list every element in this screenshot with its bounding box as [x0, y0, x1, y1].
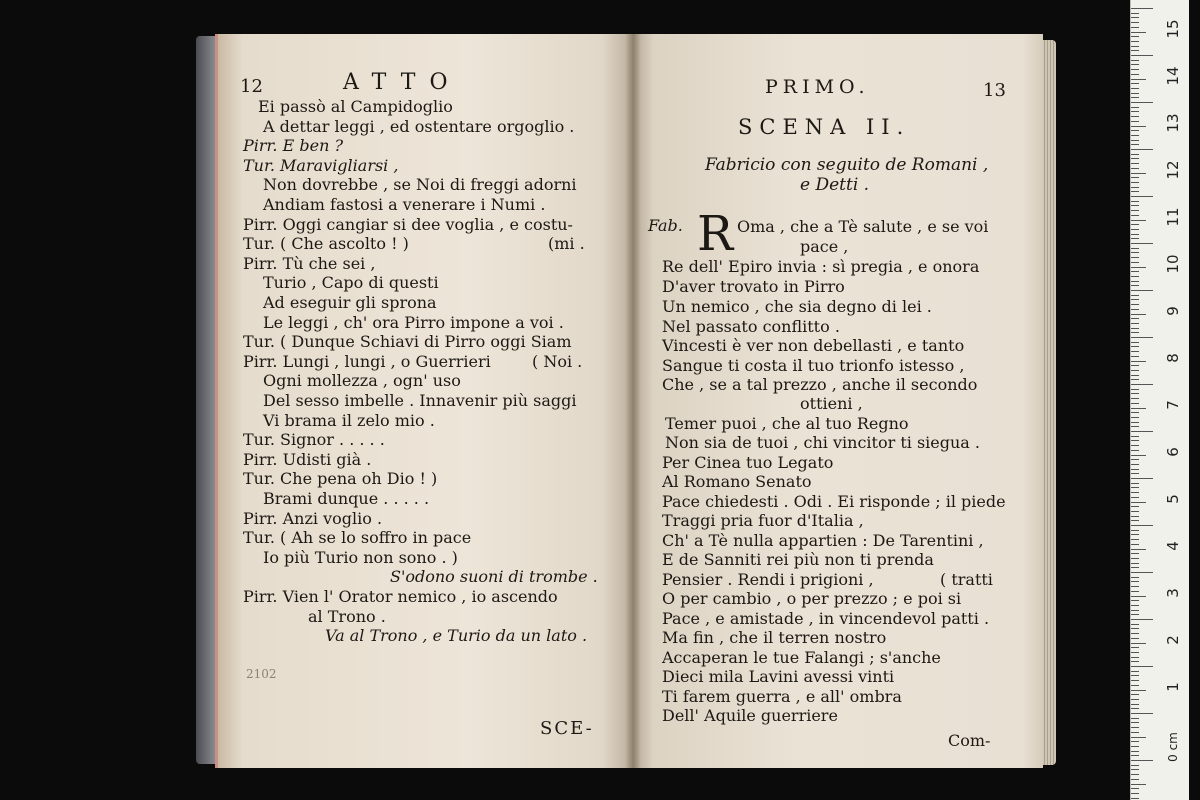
text-line: ( Noi . — [532, 352, 583, 371]
text-line: Pensier . Rendi i prigioni , — [662, 570, 874, 589]
ruler-tick — [1131, 718, 1139, 719]
ruler-tick — [1131, 539, 1139, 540]
ruler-tick — [1131, 83, 1139, 84]
ruler-tick — [1131, 74, 1139, 75]
ruler-tick — [1131, 440, 1139, 441]
ruler-number: 4 — [1164, 541, 1182, 551]
ruler-tick — [1131, 619, 1153, 620]
ruler-tick — [1131, 187, 1139, 188]
ruler-tick — [1131, 431, 1153, 432]
drop-cap: R — [697, 206, 734, 262]
right-catchword: Com- — [948, 731, 991, 750]
ruler-number: 15 — [1164, 19, 1182, 39]
ruler-tick — [1131, 220, 1146, 221]
text-line: Dell' Aquile guerriere — [662, 706, 838, 725]
ruler-tick — [1131, 614, 1139, 615]
text-line: Vi brama il zelo mio . — [263, 411, 435, 430]
ruler-tick — [1131, 422, 1139, 423]
text-line: Pirr. Tù che sei , — [243, 254, 376, 273]
text-line: A dettar leggi , ed ostentare orgoglio . — [263, 117, 575, 136]
ruler-tick — [1131, 661, 1139, 662]
ruler-tick — [1131, 234, 1139, 235]
ruler-tick — [1131, 182, 1139, 183]
ruler-tick — [1131, 126, 1146, 127]
ruler-number: 14 — [1164, 66, 1182, 86]
ruler-tick — [1131, 633, 1139, 634]
ruler-tick — [1131, 285, 1139, 286]
ruler-tick — [1131, 46, 1139, 47]
ruler-tick — [1131, 55, 1153, 56]
ruler-tick — [1131, 158, 1139, 159]
text-line: Pace , e amistade , in vincendevol patti . — [662, 609, 990, 628]
text-line: Pirr. Oggi cangiar si dee voglia , e costu- — [243, 215, 573, 234]
ruler-tick — [1131, 755, 1139, 756]
ruler-tick — [1131, 224, 1139, 225]
ruler-tick — [1131, 243, 1153, 244]
ruler-tick — [1131, 205, 1139, 206]
text-line: Sangue ti costa il tuo trionfo istesso , — [662, 356, 965, 375]
ruler-tick — [1131, 177, 1139, 178]
ruler-tick — [1131, 478, 1153, 479]
ruler-tick — [1131, 267, 1146, 268]
ruler-tick — [1131, 666, 1153, 667]
ruler-tick — [1131, 572, 1153, 573]
ruler-tick — [1131, 591, 1139, 592]
text-line: Pirr. Udisti già . — [243, 450, 372, 469]
ruler-tick — [1131, 581, 1139, 582]
ruler-tick — [1131, 276, 1139, 277]
text-line: Non dovrebbe , se Noi di freggi adorni — [263, 175, 577, 194]
ruler-tick — [1131, 699, 1139, 700]
ruler-tick — [1131, 191, 1139, 192]
ruler-tick — [1131, 144, 1139, 145]
ruler-tick — [1131, 694, 1139, 695]
text-line: Accaperan le tue Falangi ; s'anche — [662, 648, 941, 667]
ruler-tick — [1131, 426, 1139, 427]
text-line: Ma fin , che il terren nostro — [662, 628, 887, 647]
ruler-tick — [1131, 398, 1139, 399]
ruler-tick — [1131, 60, 1139, 61]
ruler-tick — [1131, 600, 1139, 601]
text-line: Un nemico , che sia degno di lei . — [662, 297, 932, 316]
text-line: Le leggi , ch' ora Pirro impone a voi . — [263, 313, 564, 332]
ruler-tick — [1131, 506, 1139, 507]
text-line: Tur. Che pena oh Dio ! ) — [243, 469, 438, 488]
ruler-tick — [1131, 487, 1139, 488]
ruler-tick — [1131, 107, 1139, 108]
ruler-tick — [1131, 520, 1139, 521]
ruler-tick — [1131, 680, 1139, 681]
text-line: Oma , che a Tè salute , e se voi — [737, 217, 989, 236]
ruler-tick — [1131, 628, 1139, 629]
ruler-tick — [1131, 502, 1146, 503]
ruler-tick — [1131, 751, 1139, 752]
ruler-tick — [1131, 64, 1139, 65]
ruler-tick — [1131, 229, 1139, 230]
stage-direction: e Detti . — [800, 175, 870, 195]
ruler-tick — [1131, 727, 1139, 728]
ruler-tick — [1131, 238, 1139, 239]
ruler-tick — [1131, 149, 1153, 150]
ruler-tick — [1131, 116, 1139, 117]
ruler-tick — [1131, 361, 1146, 362]
text-line: Re dell' Epiro invia : sì pregia , e onora — [662, 257, 980, 276]
ruler-tick — [1131, 647, 1139, 648]
ruler-tick — [1131, 737, 1146, 738]
ruler-number: 13 — [1164, 113, 1182, 133]
ruler-tick — [1131, 379, 1139, 380]
ruler-tick — [1131, 445, 1139, 446]
ruler-tick — [1131, 459, 1139, 460]
ruler-number: 7 — [1164, 400, 1182, 410]
ruler-tick — [1131, 455, 1146, 456]
right-page-header: PRIMO. — [765, 76, 870, 98]
ruler-tick — [1131, 436, 1139, 437]
ruler-number: 11 — [1164, 207, 1182, 227]
ruler-tick — [1131, 135, 1139, 136]
ruler-tick — [1131, 375, 1139, 376]
stage-direction: S'odono suoni di trombe . — [390, 567, 598, 586]
ruler-tick — [1131, 102, 1153, 103]
text-line: O per cambio , o per prezzo ; e poi si — [662, 589, 962, 608]
ruler-tick — [1131, 765, 1139, 766]
text-line: Tur. ( Dunque Schiavi di Pirro oggi Siam — [243, 332, 572, 351]
ruler-tick — [1131, 342, 1139, 343]
book-gutter — [625, 34, 641, 768]
ruler-tick — [1131, 638, 1139, 639]
text-line: ( tratti — [940, 570, 993, 589]
ruler-tick — [1131, 210, 1139, 211]
text-line: Che , se a tal prezzo , anche il secondo — [662, 375, 978, 394]
ruler-tick — [1131, 290, 1153, 291]
ruler-tick — [1131, 196, 1153, 197]
ruler-tick — [1131, 346, 1139, 347]
ruler-tick — [1131, 88, 1139, 89]
text-line: D'aver trovato in Pirro — [662, 277, 845, 296]
ruler-tick — [1131, 332, 1139, 333]
ruler-tick — [1131, 732, 1139, 733]
ruler-tick — [1131, 530, 1139, 531]
ruler-tick — [1131, 774, 1139, 775]
text-line: Pirr. Vien l' Orator nemico , io ascendo — [243, 587, 558, 606]
ruler-number: 8 — [1164, 353, 1182, 363]
ruler-tick — [1131, 370, 1139, 371]
ruler-tick — [1131, 483, 1139, 484]
ruler-number: 3 — [1164, 588, 1182, 598]
text-line: Traggi pria fuor d'Italia , — [662, 511, 864, 530]
ruler-tick — [1131, 534, 1139, 535]
ruler-tick — [1131, 586, 1139, 587]
ruler-tick — [1131, 610, 1139, 611]
ruler-tick — [1131, 337, 1153, 338]
text-line: Non sia de tuoi , chi vincitor ti siegua . — [665, 433, 981, 452]
ruler-tick — [1131, 605, 1139, 606]
ruler-tick — [1131, 779, 1139, 780]
text-line: Pirr. E ben ? — [243, 136, 344, 155]
ruler-tick — [1131, 685, 1139, 686]
ruler-tick — [1131, 525, 1153, 526]
ruler-tick — [1131, 596, 1146, 597]
faint-stamp: 2102 — [246, 667, 277, 681]
ruler-tick — [1131, 393, 1139, 394]
ruler-tick — [1131, 704, 1139, 705]
ruler-tick — [1131, 281, 1139, 282]
text-line: Brami dunque . . . . . — [263, 489, 430, 508]
ruler-tick — [1131, 201, 1139, 202]
text-line: Del sesso imbelle . Innavenir più saggi — [263, 391, 577, 410]
ruler-tick — [1131, 784, 1146, 785]
ruler-tick — [1131, 295, 1139, 296]
text-line: Tur. Signor . . . . . — [243, 430, 385, 449]
ruler-tick — [1131, 304, 1139, 305]
text-line: Per Cinea tuo Legato — [662, 453, 834, 472]
text-line: al Trono . — [308, 607, 386, 626]
ruler-tick — [1131, 93, 1139, 94]
ruler-tick — [1131, 788, 1139, 789]
ruler-tick — [1131, 8, 1153, 9]
ruler-tick — [1131, 248, 1139, 249]
scene-heading: SCENA II. — [738, 115, 911, 139]
ruler-tick — [1131, 412, 1139, 413]
ruler-tick — [1131, 262, 1139, 263]
ruler-tick — [1131, 690, 1146, 691]
text-line: E de Sanniti rei più non ti prenda — [662, 550, 934, 569]
text-line: Vincesti è ver non debellasti , e tanto — [662, 336, 965, 355]
ruler-tick — [1131, 793, 1139, 794]
ruler-tick — [1131, 299, 1139, 300]
ruler-number: 5 — [1164, 494, 1182, 504]
ruler-tick — [1131, 497, 1139, 498]
text-line: (mi . — [548, 234, 585, 253]
ruler-tick — [1131, 97, 1139, 98]
ruler-tick — [1131, 17, 1139, 18]
ruler-tick — [1131, 41, 1139, 42]
ruler-tick — [1131, 760, 1153, 761]
text-line: Al Romano Senato — [662, 472, 812, 491]
text-line: Tur. ( Ah se lo soffro in pace — [243, 528, 472, 547]
ruler-tick — [1131, 351, 1139, 352]
ruler-tick — [1131, 384, 1153, 385]
stage-direction: Fabricio con seguito de Romani , — [705, 155, 989, 175]
ruler-tick — [1131, 671, 1139, 672]
ruler-number: 9 — [1164, 306, 1182, 316]
ruler-tick — [1131, 257, 1139, 258]
ruler-tick — [1131, 309, 1139, 310]
ruler-tick — [1131, 769, 1139, 770]
ruler-tick — [1131, 675, 1139, 676]
text-line: Pirr. Lungi , lungi , o Guerrieri — [243, 352, 491, 371]
ruler-tick — [1131, 746, 1139, 747]
text-line: pace , — [800, 237, 849, 256]
ruler-number: 2 — [1164, 635, 1182, 645]
text-line: Ogni mollezza , ogn' uso — [263, 371, 461, 390]
ruler-tick — [1131, 408, 1146, 409]
ruler-tick — [1131, 417, 1139, 418]
ruler-tick — [1131, 464, 1139, 465]
ruler-tick — [1131, 492, 1139, 493]
text-line: Tur. ( Che ascolto ! ) — [243, 234, 409, 253]
ruler-tick — [1131, 652, 1139, 653]
ruler-tick — [1131, 511, 1139, 512]
text-line: Ch' a Tè nulla appartien : De Tarentini , — [662, 531, 984, 550]
ruler-tick — [1131, 713, 1153, 714]
ruler-tick — [1131, 389, 1139, 390]
ruler-tick — [1131, 563, 1139, 564]
ruler-number: 12 — [1164, 160, 1182, 180]
text-line: Ad eseguir gli sprona — [263, 293, 437, 312]
ruler-tick — [1131, 32, 1146, 33]
ruler-tick — [1131, 36, 1139, 37]
text-line: Tur. Maravigliarsi , — [243, 156, 399, 175]
left-page-header: ATTO — [343, 70, 462, 95]
ruler-tick — [1131, 643, 1146, 644]
ruler-tick — [1131, 252, 1139, 253]
right-page-number: 13 — [983, 80, 1006, 101]
ruler-tick — [1131, 798, 1139, 799]
ruler-tick — [1131, 450, 1139, 451]
ruler-tick — [1131, 657, 1139, 658]
ruler-tick — [1131, 69, 1139, 70]
text-line: Andiam fastosi a venerare i Numi . — [263, 195, 546, 214]
ruler-tick — [1131, 111, 1139, 112]
ruler-tick — [1131, 558, 1139, 559]
ruler-tick — [1131, 323, 1139, 324]
text-line: Ei passò al Campidoglio — [258, 97, 453, 116]
text-line: Io più Turio non sono . ) — [263, 548, 458, 567]
ruler-tick — [1131, 130, 1139, 131]
ruler-tick — [1131, 544, 1139, 545]
ruler-tick — [1131, 473, 1139, 474]
ruler-tick — [1131, 577, 1139, 578]
ruler-tick — [1131, 708, 1139, 709]
text-line: Pace chiedesti . Odi . Ei risponde ; il piede — [662, 492, 1006, 511]
ruler-tick — [1131, 50, 1139, 51]
ruler-tick — [1131, 469, 1139, 470]
text-line: Temer puoi , che al tuo Regno — [665, 414, 909, 433]
ruler-tick — [1131, 403, 1139, 404]
ruler-number: 6 — [1164, 447, 1182, 457]
ruler-tick — [1131, 121, 1139, 122]
ruler-number: 0 cm — [1166, 732, 1180, 762]
ruler-tick — [1131, 624, 1139, 625]
ruler-tick — [1131, 173, 1146, 174]
ruler-tick — [1131, 318, 1139, 319]
text-line: Ti farem guerra , e all' ombra — [662, 687, 902, 706]
ruler-tick — [1131, 328, 1139, 329]
ruler-number: 10 — [1164, 254, 1182, 274]
ruler-tick — [1131, 163, 1139, 164]
ruler-tick — [1131, 553, 1139, 554]
ruler-tick — [1131, 741, 1139, 742]
left-page-number: 12 — [240, 76, 263, 97]
ruler-tick — [1131, 154, 1139, 155]
text-line: Turio , Capo di questi — [263, 273, 439, 292]
ruler-tick — [1131, 22, 1139, 23]
ruler-tick — [1131, 356, 1139, 357]
text-line: Nel passato conflitto . — [662, 317, 840, 336]
ruler-tick — [1131, 140, 1139, 141]
ruler-tick — [1131, 27, 1139, 28]
ruler-tick — [1131, 722, 1139, 723]
text-line: Dieci mila Lavini avessi vinti — [662, 667, 895, 686]
measuring-ruler — [1130, 0, 1189, 800]
ruler-number: 1 — [1164, 682, 1182, 692]
text-line: ottieni , — [800, 394, 863, 413]
ruler-tick — [1131, 215, 1139, 216]
ruler-tick — [1131, 79, 1146, 80]
left-catchword: SCE- — [540, 718, 594, 739]
text-line: Pirr. Anzi voglio . — [243, 509, 383, 528]
ruler-tick — [1131, 365, 1139, 366]
speaker-label: Fab. — [648, 216, 683, 235]
ruler-tick — [1131, 549, 1146, 550]
ruler-tick — [1131, 314, 1146, 315]
ruler-tick — [1131, 567, 1139, 568]
ruler-tick — [1131, 13, 1139, 14]
ruler-tick — [1131, 271, 1139, 272]
ruler-tick — [1131, 168, 1139, 169]
ruler-tick — [1131, 516, 1139, 517]
stage-direction: Va al Trono , e Turio da un lato . — [325, 626, 588, 645]
